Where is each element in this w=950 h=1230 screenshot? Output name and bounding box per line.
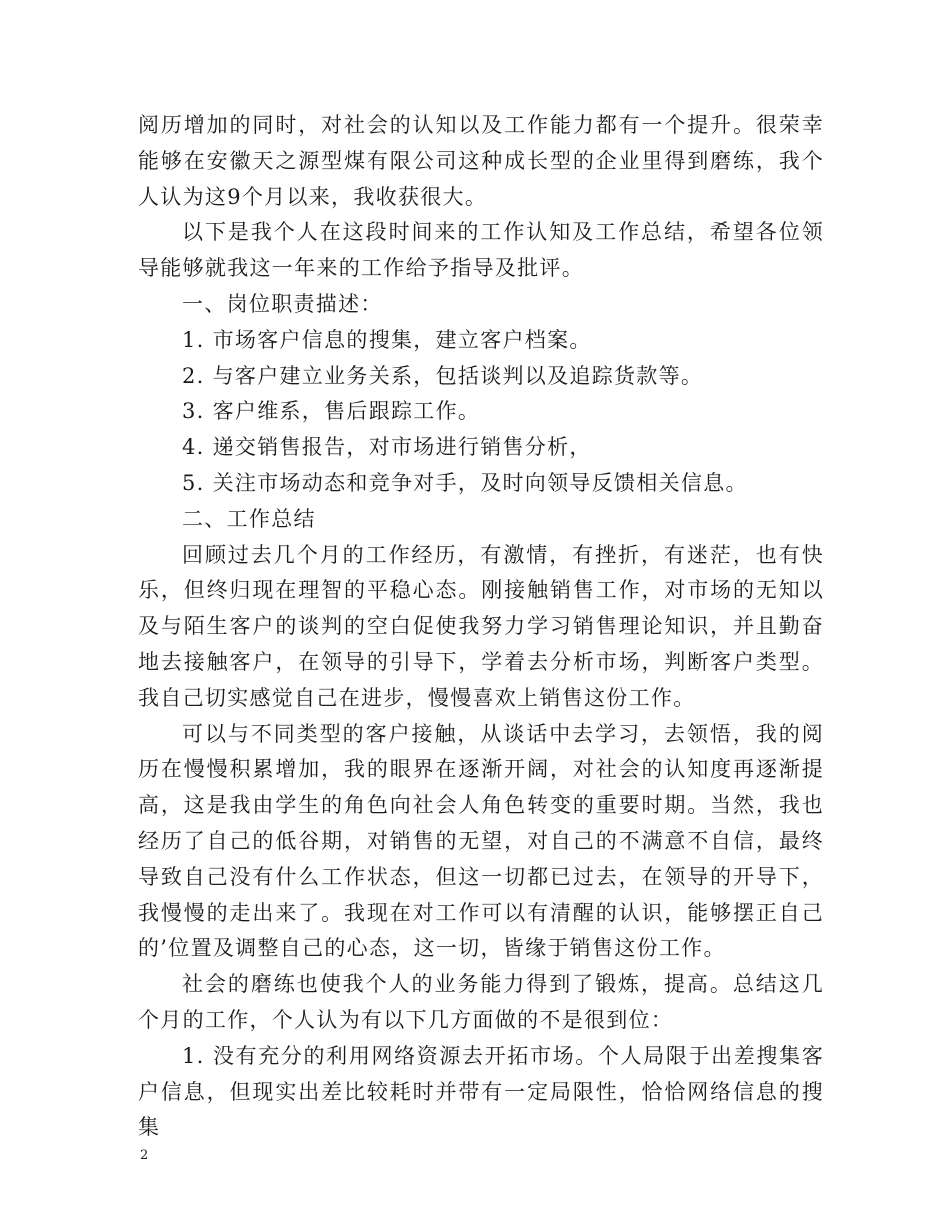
paragraph-intro: 阅历增加的同时，对社会的认知以及工作能力都有一个提升。很荣幸能够在安徽天之源型煤有限公司这种成长型的企业里得到磨练，我个人认为这9个月以来，我收获很大。 <box>138 113 824 209</box>
duty-item-4: 4. 递交销售报告，对市场进行销售分析， <box>182 435 592 460</box>
section-heading-work-summary: 二、工作总结 <box>182 506 316 531</box>
paragraph-shortcomings-intro: 社会的磨练也使我个人的业务能力得到了锻炼，提高。总结这几个月的工作，个人认为有以下几方面做的不是很到位： <box>138 972 824 1032</box>
section-heading-job-duties: 一、岗位职责描述： <box>182 291 383 316</box>
duty-item-1: 1. 市场客户信息的搜集，建立客户档案。 <box>182 327 592 352</box>
paragraph-growth: 可以与不同类型的客户接触，从谈话中去学习，去领悟，我的阅历在慢慢积累增加，我的眼界在逐渐开阔，对社会的认知度再逐渐提高，这是我由学生的角色向社会人角色转变的重要时期。当然，我也经历了自己的低谷期，对销售的无望，对自己的不满意不自信，最终导致自己没有什么工作状态，但这一切都已过去，在领导的开导下，我慢慢的走出来了。我现在对工作可以有清醒的认识，能够摆正自己的’位置及调整自己的心态，这一切，皆缘于销售这份工作。 <box>138 721 824 961</box>
page-number: 2 <box>140 1148 149 1163</box>
shortcoming-item-1: 1. 没有充分的利用网络资源去开拓市场。个人局限于出差搜集客户信息，但现实出差比较耗时并带有一定局限性，恰恰网络信息的搜集 <box>138 1043 824 1140</box>
document-body <box>138 108 824 1146</box>
duty-item-5: 5. 关注市场动态和竞争对手，及时向领导反馈相关信息。 <box>182 470 748 495</box>
duty-item-2: 2. 与客户建立业务关系，包括谈判以及追踪货款等。 <box>182 363 704 388</box>
duty-item-3: 3. 客户维系，售后跟踪工作。 <box>182 399 481 424</box>
paragraph-review: 回顾过去几个月的工作经历，有激情，有挫折，有迷茫，也有快乐，但终归现在理智的平稳心态。刚接触销售工作，对市场的无知以及与陌生客户的谈判的空白促使我努力学习销售理论知识，并且勤奋地去接触客户，在领导的引导下，学着去分析市场，判断客户类型。我自己切实感觉自己在进步，慢慢喜欢上销售这份工作。 <box>138 542 824 710</box>
paragraph-summary-purpose: 以下是我个人在这段时间来的工作认知及工作总结，希望各位领导能够就我这一年来的工作给予指导及批评。 <box>138 220 824 281</box>
